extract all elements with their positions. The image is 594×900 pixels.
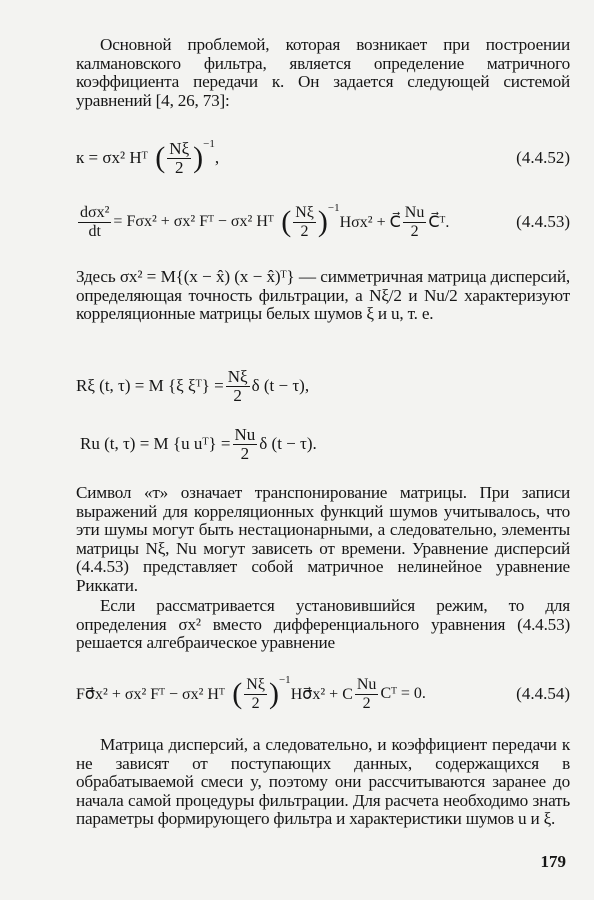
eq54-label: (4.4.54) [516,684,570,703]
paragraph-conclusion: Матрица дисперсий, а следовательно, и коэффициент передачи к не зависят от поступающих данных, содержащихся в обрабатываемой смеси y, поэтому они рассчитываются заранее до начала самой процедуры фильтрации. Для расчета необходимо знать параметры формирующего фильтра и характеристики шумов u и ξ. [76,735,570,829]
paragraph-notation: Здесь σx² = M{(x − x̂) (x − x̂)ᵀ} — симметричная матрица дисперсий, определяющая точность фильтрации, а Nξ/2 и Nu/2 характеризуют корреляционные матрицы белых шумов ξ и u, т. е. [76,267,570,324]
eq52-label: (4.4.52) [516,148,570,167]
eq53-derivative: $\frac{\text{dσx²}}{dt}$ [80,203,110,240]
equation-4-4-52: к = σx² Hᵀ ( $\frac{N\xi}{2}$ ) $^{-1}$ , (4.4.52) [76,136,570,180]
paragraph-intro: Основной проблемой, которая возникает при построении калмановского фильтра, является определение матричного коэффициента передачи к. Он задается следующей системой уравнений [4, 26, 73]: [76,35,570,110]
equation-4-4-53: $\frac{\text{dσx²}}{dt}$ = Fσx² + σx² Fᵀ − σx² Hᵀ ( $\frac{N\xi}{2}$ ) $^{-1}$ Hσx² + C⃗ $\frac{Nu}{2}$ C⃗ᵀ. (4.4.53) [76,200,570,244]
paragraph-steady-state: Если рассматривается установившийся режим, то для определения σx² вместо дифференциального уравнения (4.4.53) решается алгебраическое уравнение [76,596,570,653]
eq52-lhs: к = σx² Hᵀ [76,148,148,167]
equation-4-4-54: Fσ⃗x² + σx² Fᵀ − σx² Hᵀ ( $\frac{N\xi}{2}$ ) $^{-1}$ Hσ⃗x² + C $\frac{Nu}{2}$ Cᵀ = 0. (4.4.54) [76,672,570,716]
eq52-fraction: $\frac{N\xi}{2}$ [169,138,190,177]
equation-corr-u: Ru (t, τ) = M {u uᵀ} = $\frac{Nu}{2}$ δ (t − τ). [80,424,317,463]
eq53-label: (4.4.53) [516,212,570,231]
paragraph-transpose: Символ «т» означает транспонирование матрицы. При записи выражений для корреляционных функций шумов учитывалось, что эти шумы могут быть нестационарными, а следовательно, элементы матрицы Nξ, Nu могут зависеть от времени. Уравнение дисперсий (4.4.53) представляет собой матричное нелинейное уравнение Риккати. [76,483,570,595]
page-number: 179 [540,852,566,871]
equation-corr-xi: Rξ (t, τ) = M {ξ ξᵀ} = $\frac{N\xi}{2}$ δ (t − τ), [76,366,310,405]
